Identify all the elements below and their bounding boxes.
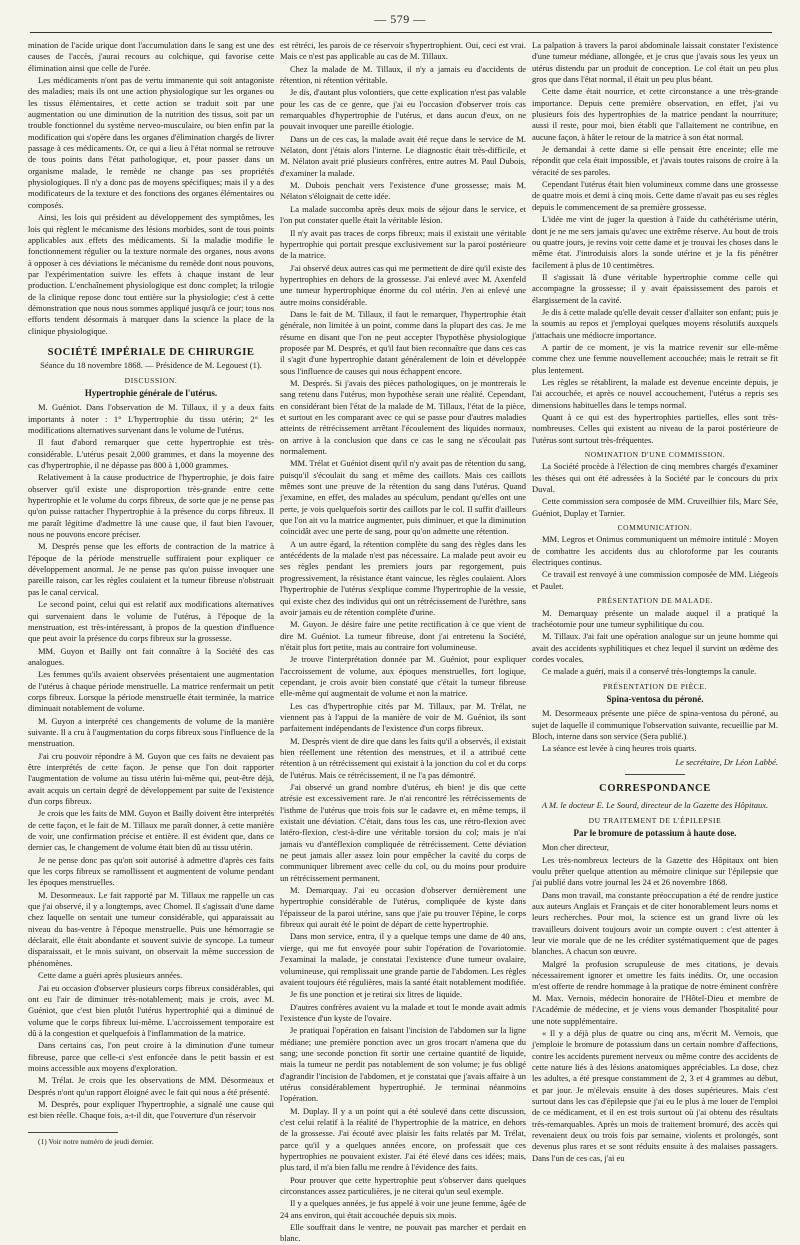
paragraph: M. Després vient de dire que dans les faits qu'il a observés, il existait bien réellement une rétention des menstrues, et il a attribué cette rétention à un rétrécissement qui existait à la jonction du col et du corps de l'utérus. Mais ce rétrécissement, il ne l'a pas démontré.	[280, 735, 526, 780]
piece-title: PRÉSENTATION DE PIÈCE.	[602, 681, 708, 691]
subject-title: Hypertrophie générale de l'utérus.	[84, 387, 218, 398]
paragraph: M. Després, pour expliquer l'hypertrophie, a signalé une cause qui est bien réelle. Chaque fois, a-t-il dit, que l'ouverture d'un réservoir	[28, 1098, 274, 1121]
paragraph: Il s'agissait là d'une véritable hypertrophie comme celle qui accompagne la grossesse; il y avait épaississement des parois et élargissement de la cavité.	[532, 271, 778, 305]
paragraph: Cette dame a guéri après plusieurs années.	[38, 970, 183, 981]
paragraph: Je demandai à cette dame si elle pensait être enceinte; elle me répondit que cela était impossible, et j'avais toutes raisons de croire à la véracité de ses paroles.	[532, 144, 778, 177]
column-3	[532, 40, 778, 1166]
page-number: — 579 —	[374, 12, 426, 26]
paragraph: Cette dame était nourrice, et cette circonstance a une très-grande importance. Depuis cette première observation, en effet, j'ai vu plusieurs fois des hypertrophies de la matrice pendant la nourriture; aussi il reste, pour moi, bien établi que l'allaitement ne contribue, en aucune façon, à hâter le retour de la matrice à son état normal.	[532, 86, 778, 142]
paragraph: Chez la malade de M. Tillaux, il n'y a jamais eu d'accidents de rétention, ni rétention véritable.	[280, 63, 526, 86]
paragraph: Je crois que les faits de MM. Guyon et Bailly doivent être interprétés de cette façon, et le fait de M. Tillaux me paraît donner, à cette manière de voir, une confirmation précise et entière. Il est évident que, dans ce dernier cas, le changement de volume était bien dû au tissu utérin.	[28, 808, 274, 853]
paragraph: J'ai cru pouvoir répondre à M. Guyon que ces faits ne devaient pas être interprétés de cette façon. Je pense que l'on doit rapporter l'augmentation de volume au tissu utérin lui-même qui, peut-être déjà, avait acquis un certain degré de développement par suite de l'existence d'un corps fibreux.	[28, 750, 274, 806]
paragraph: Je fis une ponction et je retirai six litres de liquide.	[290, 989, 463, 1000]
paragraph: Les cas d'hypertrophie cités par M. Tillaux, par M. Trélat, ne viennent pas à l'appui de la manière de voir de M. Guéniot, ils sont parfaitement indépendants de l'existence d'un corps fibreux.	[280, 700, 526, 734]
paragraph: MM. Trélat et Guéniot disent qu'il n'y avait pas de rétention du sang, puisqu'il s'écoulait du sang et même des caillots. Mais ces caillots mêmes sont une preuve de la rétention du sang dans l'utérus. Quand j'examine, en effet, des malades au spéculum, pendant qu'elles ont une perte, je vois quelquefois sortir des caillots par le col. Il suffit d'ailleurs que l'on ait vu la matrice augmenter, puis diminuer, et que la diminution coïncidât avec une perte de sang, pour qu'on admette une rétention.	[280, 458, 526, 537]
paragraph: Pour prouver que cette hypertrophie peut s'observer dans quelques circonstances assez particulières, je ne citerai qu'un seul exemple.	[280, 1174, 526, 1197]
paragraph: Les femmes qu'ils avaient observées présentaient une augmentation de l'utérus à chaque période menstruelle. La matrice renfermait un petit corps fibreux. Lorsque la période menstruelle était terminée, la matrice diminuait notablement de volume.	[28, 669, 274, 714]
paragraph: « Il y a déjà plus de quatre ou cinq ans, m'écrit M. Vernois, que j'emploie le bromure de potassium dans un certain nombre d'affections, contre les accidents purement nerveux ou même contre des accidents de cette nature liés à des lésions anatomiques appréciables. La dose, chez les adultes, a été presque constamment de 2, 3 et 4 grammes au début, et par jour. Je m'élevais ensuite à des doses supérieures. Mais c'est surtout dans les cas d'épilepsie que j'ai eu le plus à me louer de l'emploi de ce médicament, et il en est trois surtout où j'ai obtenu des résultats très-remarquables. Après un mois de traitement bromuré, des accès qui revenaient deux ou trois fois par semaine, violents et prolongés, sont devenus plus rares et se sont réduits ensuite à des malaises passagers. Dans l'un de ces cas, j'ai eu	[532, 1027, 778, 1163]
paragraph: Dans mon travail, ma constante préoccupation a été de rendre justice aux auteurs Anglais et Français et de citer honorablement leurs noms et leurs recherches. Pour moi, la science est un grand livre où les travailleurs doivent toujours avoir un compte ouvert : c'est attenter à leur vie morale que de ne les créditer systématiquement que de pages blanches. A chacun son œuvre.	[532, 889, 778, 957]
paragraph: M. Després pense que les efforts de contraction de la matrice à l'époque de la période menstruelle suffiraient pour expliquer ce développement anormal. Je ne pense pas qu'on puisse invoquer une pareille raison, car les règles coulaient et la tumeur fibreuse n'obstruait pas le canal cervical.	[28, 541, 274, 597]
paragraph: Je dis, d'autant plus volontiers, que cette explication n'est pas valable pour les cas de ce genre, que j'ai eu l'occasion d'observer trois cas remarquables d'hypertrophie de l'utérus, et dans aucun d'eux, on ne pouvait invoquer une pareille étiologie.	[280, 87, 526, 132]
presentation-title: PRÉSENTATION DE MALADE.	[597, 596, 713, 606]
divider	[625, 774, 685, 775]
paragraph: M. Després. Si j'avais des pièces pathologiques, on je montrerais le sang retenu dans l'utérus, mon hypothèse serait une réalité. Cependant, en considérant bien l'état de la malade de M. Tillaux, l'état de la pièce, et surtout en les comparant avec ce qui se passe pour d'autres maladies atteints de rétrécissement arrêtant l'écoulement des liquides normaux, on arrive à la conclusion que dans ce cas le sang ne s'écoulait pas normalement.	[280, 377, 526, 457]
paragraph: Malgré la profusion scrupuleuse de mes citations, je devais nécessairement ignorer et omettre les faits inédits. Or, une occasion m'est offerte de rendre hommage à la pratique de notre éminent confrère M. Max. Vernois, médecin honoraire de l'Hôtel-Dieu et membre de l'Académie de médecine, et je viens vous demander l'hospitalité pour une note supplémentaire.	[532, 958, 778, 1026]
paragraph: Je trouve l'interprétation donnée par M. Guéniot, pour expliquer l'accroissement de volume, aux époques menstruelles, fort logique, cependant, je crois avoir bien constaté que c'était la tumeur fibreuse elle-même qui augmentait de volume et non la matrice.	[280, 654, 526, 699]
nomination-title: NOMINATION D'UNE COMMISSION.	[584, 450, 726, 460]
intro-paragraphs	[28, 40, 274, 337]
paragraph: mination de l'acide urique dont l'accumulation dans le sang est une des causes de l'accès, j'aurai recours au colchique, qui favorise cette élimination ainsi que celle de l'urée.	[28, 40, 274, 73]
paragraph: La palpation à travers la paroi abdominale laissait constater l'existence d'une tumeur médiane, allongée, et je crus que j'avais sous les yeux un utérus distendu par un produit de conception. Le col était un peu plus gros que dans l'état normal, il était un peu plus béant.	[532, 40, 778, 85]
communication-title: COMMUNICATION.	[617, 523, 693, 533]
paragraph: Quant à ce qui est des hypertrophies partielles, elles sont très-nombreuses. Celles qui existent au niveau de la paroi postérieure de l'utérus sont surtout très-fréquentes.	[532, 412, 778, 445]
paragraph: M. Duplay. Il y a un point qui a été soulevé dans cette discussion, c'est celui relatif à la réalité de l'hypertrophie de la matrice, en dehors de la grossesse. J'ai écouté avec plaisir les faits relatés par M. Trélat, parce qu'il y a quelques années encore, on professait que ces hypertrophies ne pouvaient exister. J'ai été élevé dans ces idées; mais, plus tard, il m'a bien fallu me rendre à l'évidence des faits.	[280, 1105, 526, 1173]
paragraph: Relativement à la cause productrice de l'hypertrophie, je dois faire observer qu'il existe une disproportion très-grande entre cette hypertrophie et le volume du corps fibreux, de sorte que je ne pense pas qu'on puisse rattacher l'hypertrophie à la présence du corps fibreux. Il me paraît légitime d'admettre là une cause que, il faut bien l'avouer, nous ne pouvons encore préciser.	[28, 472, 274, 540]
correspondence-title: CORRESPONDANCE	[599, 782, 711, 794]
column-2	[280, 40, 526, 1244]
paragraph: est rétréci, les parois de ce réservoir s'hypertrophient. Oui, ceci est vrai. Mais ce n'est pas applicable au cas de M. Tillaux.	[280, 40, 526, 62]
letter-address: A M. le docteur E. Le Sourd, directeur de la Gazette des Hôpitaux.	[541, 800, 769, 811]
paragraph: M. Trélat. Je crois que les observations de MM. Désormeaux et Després n'ont qu'un rapport éloigné avec le fait qui nous a été présenté.	[28, 1075, 274, 1097]
paragraph: Dans certains cas, l'on peut croire à la diminution d'une tumeur fibreuse, parce que celle-ci s'est enfoncée dans le petit bassin et est moins accessible aux moyens d'exploration.	[28, 1040, 274, 1073]
paragraph: Cependant l'utérus était bien volumineux comme dans une grossesse de quatre mois et demi à cinq mois. Cette dame n'avait pas eu ses règles depuis le commencement de sa première grossesse.	[532, 179, 778, 212]
paragraph: J'ai eu occasion d'observer plusieurs corps fibreux considérables, qui ont eu l'air de diminuer très-notablement; mais je crois, avec M. Guéniot, que c'est bien plutôt l'utérus hypertrophié qui a diminué de volume que le corps fibreux lui-même. L'accroissement temporaire est dû à la congestion et quelquefois à l'inflammation de la matrice.	[28, 982, 274, 1038]
paragraph: Cette commission sera composée de MM. Cruveilhier fils, Marc Sée, Guéniot, Duplay et Tarnier.	[532, 496, 778, 518]
paragraph: Elle souffrait dans le ventre, ne pouvait pas marcher et perdait en blanc.	[280, 1222, 526, 1244]
paragraph: M. Demarquay. J'ai eu occasion d'observer dernièrement une hypertrophie considérable de l'utérus, compliquée de kyste dans l'épaisseur de la paroi utérine, sans que j'aie pu trouver l'épine, le corps fibreux qui aurait été le point de départ de cette hypertrophie.	[280, 885, 526, 930]
paragraph: A partir de ce moment, je vis la matrice revenir sur elle-même comme chez une femme nouvellement accouchée; mais le retrait se fit plus lentement.	[532, 341, 778, 375]
paragraph: MM. Guyon et Bailly ont fait connaître à la Société des cas analogues.	[28, 645, 274, 667]
paragraph: Dans mon service, entra, il y a quelque temps une dame de 40 ans, vierge, qui me fut envoyée pour subir l'opération de l'ovariotomie. J'examinai la malade, je constatai l'existence d'une tumeur ovalaire, volumineuse, qui remplissait une grande partie de l'abdomen. Les règles avaient toujours été régulières, mais la santé était notablement modifiée.	[280, 931, 526, 987]
paragraph: M. Tillaux. J'ai fait une opération analogue sur un jeune homme qui avait des accidents syphilitiques et chez lequel il survint un œdème des cordes vocales.	[532, 631, 778, 664]
paragraph: Je pratiquai l'opération en faisant l'incision de l'abdomen sur la ligne médiane; une première ponction avec un gros trocart n'amena que du sang; une seconde ponction fit sortir une certaine quantité de liquide, mais la tumeur ne perdit pas notablement de son volume; je fus obligé d'agrandir l'incision de l'abdomen, et je constatai que j'avais affaire à un utérus considérablement hypertrophié. Je terminai néanmoins l'opération.	[280, 1025, 526, 1104]
paragraph: J'ai observé deux autres cas qui me permettent de dire qu'il existe des hypertrophies en dehors de la grossesse. J'ai enlevé avec M. Axenfeld une tumeur hypertrophique énorme du col utérin. J'en ai enlevé une autre moins considérable.	[280, 262, 526, 307]
paragraph: MM. Legros et Onimus communiquent un mémoire intitulé : Moyen de combattre les accidents dus au chloroforme par les courants électriques continus.	[532, 534, 778, 568]
paragraph: Les règles se rétablirent, la malade est devenue enceinte depuis, je l'ai accouchée, et après ce nouvel accouchement, l'utérus a repris ses dimensions habituelles dans le temps normal.	[532, 376, 778, 410]
piece-subtitle: Spina-ventosa du péroné.	[606, 693, 704, 704]
signature: Le secrétaire, Dr Léon Labbé.	[675, 756, 778, 767]
paragraph: La malade succomba après deux mois de séjour dans le service, et l'on put constater quelle était la véritable lésion.	[280, 203, 526, 226]
column-1	[28, 40, 274, 1166]
paragraph: M. Guyon. Je désire faire une petite rectification à ce que vient de dire M. Guéniot. La tumeur fibreuse, dont j'ai entretenu la Société, n'était plus fort petite, mais au contraire fort volumineuse.	[280, 619, 526, 652]
paragraph: Les très-nombreux lecteurs de la Gazette des Hôpitaux ont bien voulu prêter quelque attention au mémoire clinique sur l'épilepsie que j'ai publié dans votre journal les 24 et 26 novembre 1868.	[532, 854, 778, 888]
paragraph: Mon cher directeur,	[542, 842, 609, 853]
discussion-label: DISCUSSION.	[124, 375, 178, 385]
paragraph: Dans un de ces cas, la malade avait été reçue dans le service de M. Nélaton, dont j'étais alors l'interne. Le diagnostic était très-difficile, et M. Nélaton avait prié plusieurs confrères, entre autres M. Paul Dubois, d'examiner la malade.	[280, 133, 526, 178]
paragraph: L'idée me vint de juger la question à l'aide du cathétérisme utérin, dont je ne me sers jamais qu'avec une extrême réserve. Au bout de trois ou quatre jours, je revins voir cette dame et je trouvai les choses dans le même état. J'introduisis alors la sonde utérine et je la fis pénétrer facilement à plus de 10 centimètres.	[532, 214, 778, 270]
paragraph: D'autres confrères avaient vu la malade et tout le monde avait admis l'existence d'un kyste de l'ovaire.	[280, 1001, 526, 1023]
paragraph: Il faut d'abord remarquer que cette hypertrophie est très-considérable. L'utérus pesait 2,000 grammes, et dans la moyenne des cas d'hypertrophie, il ne dépasse pas 800 à 1,000 grammes.	[28, 437, 274, 471]
paragraph: Je ne pense donc pas qu'on soit autorisé à admettre d'après ces faits que les corps fibreux se ramollissent et augmentent de volume pendant les époques menstruelles.	[28, 854, 274, 888]
paragraph: Le second point, celui qui est relatif aux modifications alternatives qui survenaient dans le volume de l'utérus, à l'époque de la menstruation, est très-intéressant, à propos de la question d'influence que peut avoir la présence du corps fibreux sur la grossesse.	[28, 599, 274, 644]
paragraph: Je dis à cette malade qu'elle devait cesser d'allaiter son enfant; puis je la soumis au repos et j'employai quelques moyens résolutifs auxquels j'attachais une médiocre importance.	[532, 306, 778, 340]
paragraph: La Société procède à l'élection de cinq membres chargés d'examiner les thèses qui ont été adressées à la Société par le concours du prix Duval.	[532, 461, 778, 495]
paragraph: La séance est levée à cinq heures trois quarts.	[542, 743, 697, 754]
paragraph: Ainsi, les lois qui président au développement des symptômes, les lois qui règlent le mécanisme des lésions morbides, sont de tous points applicables aux effets des médicaments. Si la maladie modifie le fonctionnement régulier ou la texture normale des organes, nous avons à opposer à ces déviations le mécanisme du remède dont nous pouvons, par l'expérimentation suivre les effets à chaque instant de leur production. L'enchaînement physiologique est donc complet; la trilogie de la clinique repose donc tout entière sur la physiologie; c'est à cette démonstration que nous nous sommes appliqué jusqu'à ce jour; tous nos efforts tendent désormais à marquer dans la science la place de la clinique physiologique.	[28, 212, 274, 336]
header-rule	[30, 32, 772, 33]
paragraph: Il n'y avait pas traces de corps fibreux; mais il existait une véritable hypertrophie qui portait presque exclusivement sur la paroi postérieure de la matrice.	[280, 227, 526, 261]
paragraph: Ce malade a guéri, mais il a conservé très-longtemps la canule.	[542, 666, 757, 677]
paragraph: M. Demarquay présente un malade auquel il a pratiqué la trachéotomie pour une tumeur syphilitique du cou.	[532, 607, 778, 629]
footnote-rule	[28, 1132, 118, 1133]
paragraph: M. Desormeaux. Le fait rapporté par M. Tillaux me rappelle un cas que j'ai observé, il y a longtemps, avec Chomel. Il s'agissait d'une dame chez laquelle on sentait une tumeur considérable, qui apparaissait au niveau du bas-ventre à l'époque menstruelle. Puis une hémorragie se déclarait, elle était abondante et souvent suivie de syncope. La tumeur disparaissait, et le mois suivant, on observait la même succession de phénomènes.	[28, 889, 274, 968]
paragraph: A un autre égard, la rétention complète du sang des règles dans les antécédents de la malade n'est pas nécessaire. La malade peut avoir eu ses règles pendant les premiers jours par regorgement, puis progressivement, la résistance étant vaincue, les règles coulaient. Alors l'hypertrophie de l'utérus s'explique comme l'hypertrophie de la vessie, qui existe chez des individus qui ont un rétrécissement de l'urèthre, sans avoir jamais eu de rétention complète d'urine.	[280, 538, 526, 617]
paragraph: M. Dubois penchait vers l'existence d'une grossesse; mais M. Nélaton s'éloignait de cette idée.	[280, 180, 526, 202]
paragraph: Dans le fait de M. Tillaux, il faut le remarquer, l'hypertrophie était générale, non limitée à un point, comme dans la plupart des cas. Je me résume en disant que l'on ne peut accepter l'hypothèse physiologique proposée par M. Després, et qu'il faut bien reconnaître que dans ces cas il s'agit d'une hypertrophie datant généralement de loin et développée sous l'influence de causes qui nous échappent encore.	[280, 308, 526, 376]
paragraph: Il y a quelques années, je fus appelé à voir une jeune femme, âgée de 24 ans environ, qui était accouchée depuis six mois.	[280, 1198, 526, 1220]
discussion-body	[28, 402, 274, 1121]
paragraph: M. Guéniot. Dans l'observation de M. Tillaux, il y a deux faits importants à noter : 1° L'hypertrophie du tissu utérin; 2° les modifications alternatives survenant dans le volume de l'utérus.	[28, 402, 274, 435]
society-title: SOCIÉTÉ IMPÉRIALE DE CHIRURGIE	[47, 346, 255, 358]
letter-heading: DU TRAITEMENT DE L'ÉPILEPSIE	[588, 815, 722, 825]
paragraph: Les médicaments n'ont pas de vertu immanente qui soit antagoniste des maladies; mais ils ont une action physiologique sur les organes ou les tissus élémentaires, et cette action se traduit soit par une augmentation ou une diminution de la nutrition des tissus, soit par un trouble fonctionnel du système nerveo-musculaire, ou bien enfin par la modification qui s'opère dans les organes d'élimination chargés de livrer passage à ces médicaments. Or, ce qui a lieu à l'état normal se retrouve de tous points dans l'état pathologique, et, pour passer dans un organisme malade, le remède ne change pas ses propriétés physiologiques. Il n'y a donc pas de moyens spécifiques; mais il y a des modificateurs de la texture et des fonctions des organes élémentaires ou composés.	[28, 75, 274, 210]
letter-subheading: Par le bromure de potassium à haute dose.	[573, 828, 737, 838]
session-line: Séance du 18 novembre 1868. — Présidence de M. Legouest (1).	[40, 360, 262, 371]
paragraph: M. Desormeaux présente une pièce de spina-ventosa du péroné, au sujet de laquelle il communique l'observation suivante, recueillie par M. Bloch, interne dans son service (Sera publié.)	[532, 708, 778, 741]
paragraph: Ce travail est renvoyé à une commission composée de MM. Liégeois et Paulet.	[532, 569, 778, 591]
paragraph: M. Guyon a interprété ces changements de volume de la manière suivante. Il a cru à l'augmentation du corps fibreux sous l'influence de la menstruation.	[28, 715, 274, 749]
footnote: (1) Voir notre numéro de jeudi dernier.	[38, 1136, 154, 1146]
paragraph: J'ai observé un grand nombre d'utérus, eh bien! je dis que cette atrésie est excessivement rare. Je n'ai rencontré les rétrécissements de l'isthme de l'utérus que trois fois sur le cadavre et, en même temps, il existait une déviation. C'était, dans tous les cas, une rétro-flexion avec latéro-flexion, c'est-à-dire une véritable torsion du col; mais je n'ai jamais vu d'antéflexion compliquée de rétrécissement. Cette déviation ne peut jamais aller assez loin pour empêcher la cavité du corps de communiquer librement avec celle du col, ou du moins pour produire un rétrécissement permanent.	[280, 782, 526, 883]
